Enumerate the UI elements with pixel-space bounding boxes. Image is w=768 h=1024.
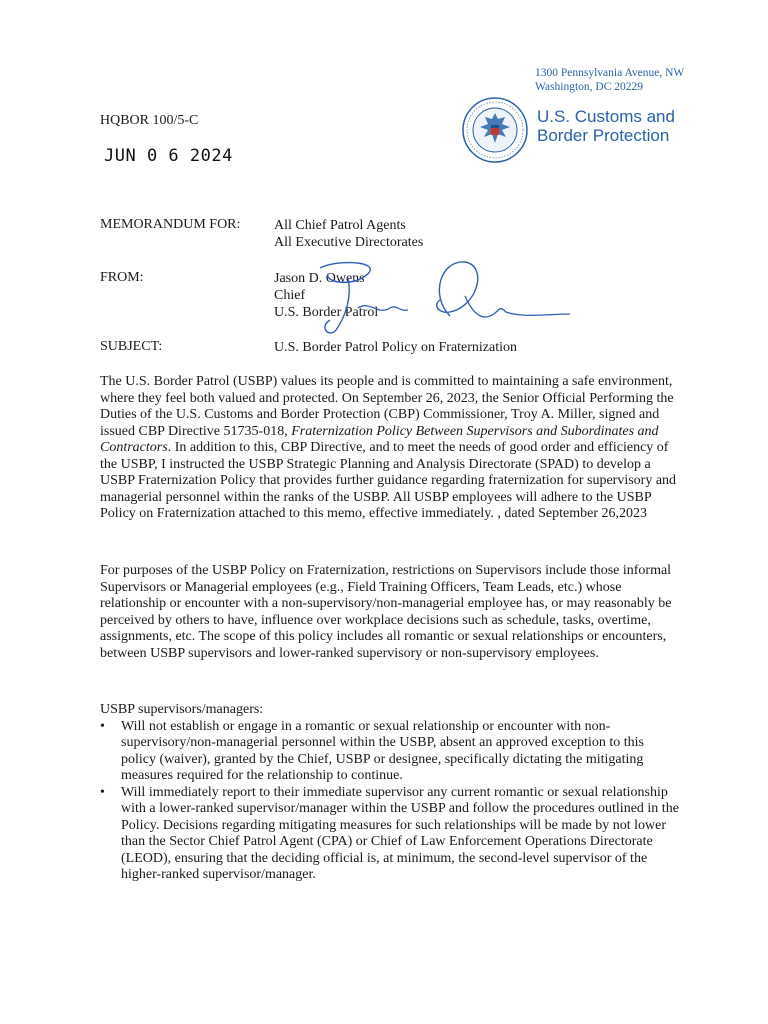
memo-for-recipients xyxy=(274,217,423,251)
date-stamp: JUN 0 6 2024 xyxy=(104,146,233,166)
memo-subject-label: SUBJECT: xyxy=(100,339,163,354)
from-name: Jason D. Owens xyxy=(274,271,365,286)
memo-subject: U.S. Border Patrol Policy on Fraternization xyxy=(274,340,518,355)
address-line-2: Washington, DC 20229 xyxy=(535,81,644,93)
body-paragraph-2: For purposes of the USBP Policy on Fraternization, restrictions on Supervisors include those informal Supervisors or Managerial employees (e.g., Field Training Officers, Team Leads, etc.) whose relationship or encounter with a non-supervisory/non-managerial employee has, or may reasonably be perceived by others to have, influence over workplace decisions such as schedule, tasks, overtime, assignments, etc. The scope of this policy includes all romantic or sexual relationships or encounters, between USBP supervisors and lower-ranked supervisory or non-supervisory employees. xyxy=(100,563,672,661)
memo-for-label: MEMORANDUM FOR: xyxy=(100,217,241,232)
directive-title: Fraternization Policy Between Supervisors and Subordinates and Contractors xyxy=(100,423,659,455)
cbp-seal-icon xyxy=(462,97,528,163)
agency-line-2: Border Protection xyxy=(537,126,670,145)
supervisor-rules-list xyxy=(100,719,680,884)
list-item: • Will immediately report to their immediate supervisor any current romantic or sexual relationship with a lower-ranked supervisor/manager within the USBP and follow the procedures outlined in the Policy. Decisions regarding mitigating measures for such relationships will be made by not lower than the Sector Chief Patrol Agent (CPA) or Chief of Law Enforcement Operations Directorate (LEOD), ensuring that the deciding official is, at minimum, the second-level supervisor of the higher-ranked supervisor/manager. xyxy=(100,785,680,884)
address-line-1: 1300 Pennsylvania Avenue, NW xyxy=(535,67,685,79)
body-paragraph-1: The U.S. Border Patrol (USBP) values its people and is committed to maintaining a safe environment, where they feel both valued and protected. On September 26, 2023, the Senior Official Performing the Duties of the U.S. Customs and Border Protection (CBP) Commissioner, Troy A. Miller, signed and issued CBP Directive 51735-018, Fraternization Policy Between Supervisors and Subordinates and Contractors. In addition to this, CBP Directive, and to meet the needs of good order and efficiency of the USBP, I instructed the USBP Strategic Planning and Analysis Directorate (SPAD) to develop a USBP Fraternization Policy that provides further guidance regarding fraternization for supervisory and managerial personnel within the ranks of the USBP. All USBP employees will adhere to the USBP Policy on Fraternization attached to this memo, effective immediately. , dated September 26,2023 xyxy=(100,374,677,521)
supervisor-section xyxy=(100,702,680,884)
handwritten-signature-icon xyxy=(300,256,575,340)
recipient-line-1: All Chief Patrol Agents xyxy=(274,218,406,233)
from-title: Chief xyxy=(274,288,306,303)
letterhead-address xyxy=(535,66,684,94)
agency-line-1: U.S. Customs and xyxy=(537,107,675,126)
recipient-line-2: All Executive Directorates xyxy=(274,235,424,250)
memo-from-label: FROM: xyxy=(100,270,144,285)
agency-name xyxy=(537,107,675,145)
reference-number: HQBOR 100/5-C xyxy=(100,113,199,128)
list-item: • Will not establish or engage in a romantic or sexual relationship or encounter with non-supervisory/non-managerial personnel within the USBP, absent an approved exception to this policy (waiver), granted by the Chief, USBP or designee, specifically dictating the mitigating measures required for the relationship to continue. xyxy=(100,719,680,785)
list-heading: USBP supervisors/managers: xyxy=(100,702,264,717)
from-org: U.S. Border Patrol xyxy=(274,305,379,320)
